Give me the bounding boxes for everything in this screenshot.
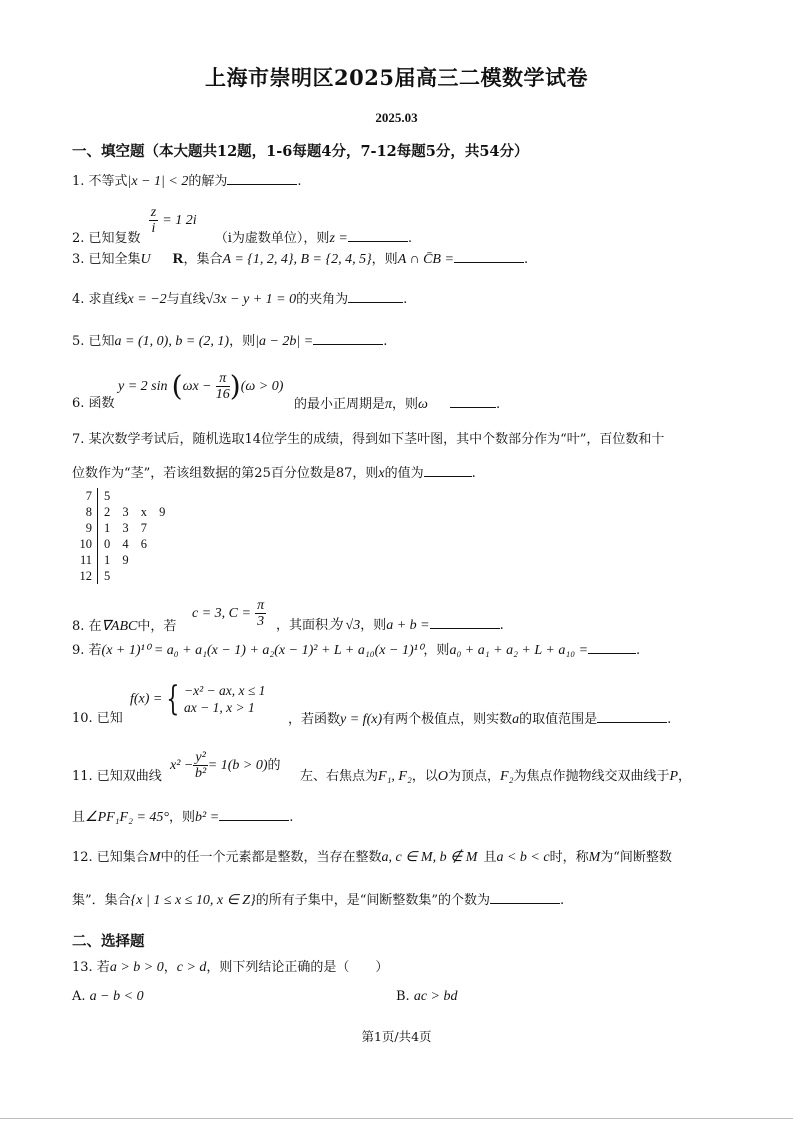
q11-P: P [669,769,679,784]
q6-function: y = 2 sin (ωx − $\frac{\pi}{16}$ )(ω > 0) [118,369,284,403]
stem-leaf-row [74,520,165,536]
q11-line2-a: 且 [72,810,86,825]
q13-suffix: ，则下列结论正确的是（ ） [206,960,389,975]
q11-text-f: ， [678,769,692,784]
q11-text-e: 为焦点作抛物线交双曲线于 [513,769,670,784]
bottom-divider [0,1118,793,1119]
q11-prefix: 11. 已知双曲线 [72,769,162,784]
q9-prefix: 9. 若 [72,643,102,658]
q8-area: 为 √3 [328,618,361,633]
question-7-line2: 位数作为“茎”，若该组数据的第25百分位数是87，则x的值为 . [72,466,476,481]
stem-leaf-row [74,568,165,584]
q12-line1-e: 为“间断整数 [600,850,672,865]
q10-tail: 的取值范围是 [519,712,598,727]
q12-M: M [148,850,161,865]
q4-mid: 与直线 [166,292,206,307]
q11-O: O [437,769,448,784]
q4-suffix: 的夹角为 [296,292,349,307]
stem: 8 [74,504,98,520]
q6-func-left: y = 2 sin [118,379,168,394]
leaves: 0 4 6 [104,537,147,551]
q10-f: f(x) = [130,691,163,707]
q7-x: x [378,466,385,481]
stem-leaf-row [74,552,165,568]
q6-fraction [216,371,230,402]
q2-frac-den: i [151,221,156,236]
q3-mid: ，集合 [183,252,223,267]
question-3: 3. 已知全集U R，集合A = {1, 2, 4}, B = {2, 4, 5}，则A ∩ C̄B = . [72,251,529,267]
q13-sep: ， [163,960,177,975]
answer-blank[interactable] [219,808,289,821]
leaves: 1 9 [104,553,129,567]
q9-then: ，则 [423,643,450,658]
q8-prefix: 8. 在 [72,619,102,634]
q4-line1: x = −2 [127,292,167,307]
answer-blank[interactable] [450,395,496,408]
question-12-line1 [72,849,672,867]
leaves: 1 3 7 [104,521,147,535]
q2-note: （i为虚数单位），则 [214,231,330,246]
option-text: ac > bd [413,989,458,1004]
q10-case-2: ax − 1, x > 1 [184,700,255,715]
page-title: 上海市崇明区2025届高三二模数学试卷 [205,65,588,90]
q10-piecewise: f(x) = { −x² − ax, x ≤ 1 ax − 1, x > 1 [130,679,266,719]
q5-expr: |a − 2b| = [255,334,314,349]
q8-frac-num: π [257,598,265,613]
q5-prefix: 5. 已知 [72,334,115,349]
q10-suffix: 有两个极值点，则实数 [382,712,513,727]
q6-frac-num: π [216,371,230,387]
q2-frac-num: z [150,205,157,220]
q13-option-b[interactable] [396,989,458,1005]
q12-line1-a: 12. 已知集合 [72,850,149,865]
q9-sum: a₀ + a₁ + a₂ + L + a₁₀ = [449,643,589,658]
q6-condition: (ω > 0) [240,379,284,394]
q3-prefix: 3. 已知全集 [72,252,141,267]
q12-M2: M [588,850,601,865]
answer-blank[interactable] [490,891,560,904]
q8-expr: a + b = [386,618,430,633]
q13-option-a[interactable] [72,989,144,1005]
q12-line2-b: 的所有子集中，是“间断整数集”的个数为 [255,893,490,908]
q11-rest: = 1(b > 0) [207,758,268,773]
q8-triangle: ∇ABC [101,619,138,634]
q8-condition: c = 3, C = [192,606,251,621]
q3-then: ，则 [371,252,398,267]
answer-blank[interactable] [348,229,408,242]
q5-vectors: a = (1, 0), b = (2, 1) [114,334,230,349]
q6-frac-den: 16 [215,387,230,402]
question-12-line2: 集”．集合{x | 1 ≤ x ≤ 10, x ∈ Z}的所有子集中，是“间断整数集”的个数为 . [72,893,565,908]
question-4: 4. 求直线x = −2与直线√3x − y + 1 = 0的夹角为 . [72,292,408,307]
q13-cond2: c > d [176,960,207,975]
stem-leaf-row [74,536,165,552]
stem-leaf-row [74,488,165,504]
q11-frac-num: y² [195,750,206,765]
answer-blank[interactable] [227,172,297,185]
q11-foci-label: 左、右焦点为 [300,769,379,784]
option-label: A. [72,989,86,1004]
answer-blank[interactable] [588,641,636,654]
leaves: 2 3 x 9 [104,505,166,519]
q2-prefix: 2. 已知复数 [72,231,141,246]
q12-line1-c: 且 [483,850,497,865]
question-7-line1: 7. 某次数学考试后，随机选取14位学生的成绩，得到如下茎叶图，其中个数部分作为“叶”，百位数和十 [72,432,665,447]
question-13 [72,959,388,977]
q12-line1-b: 中的任一个元素都是整数，当存在整数 [160,850,382,865]
q12-set: {x | 1 ≤ x ≤ 10, x ∈ Z} [130,893,256,908]
q8-area-prefix: ，其面积 [276,618,329,633]
section-choice: 二、选择题 [72,933,145,950]
q12-inequality: a < b < c [496,850,550,865]
stem: 10 [74,536,98,552]
q11-x2: x² − [170,758,194,773]
option-text: a − b < 0 [89,989,144,1004]
q11-F2: F₂ [500,769,514,784]
q12-line2-a: 集”．集合 [72,893,131,908]
q7-line2-text: 位数作为“茎”，若该组数据的第25百分位数是87，则 [72,466,379,481]
section-fill-in: 一、填空题（本大题共12题，1-6每题4分，7-12每题5分，共54分） [72,143,529,160]
page-footer: 第1页/共4页 [361,1029,432,1044]
answer-blank[interactable] [454,250,524,263]
stem-leaf-row [74,504,165,520]
q12-condition: a, c ∈ M, b ∉ M [381,850,478,865]
q11-b2: b² = [195,810,220,825]
leaves: 5 [104,489,111,503]
q4-line2: √3x − y + 1 = 0 [205,292,297,307]
stem: 11 [74,552,98,568]
q2-equation: = 1 2i [162,213,197,228]
q13-prefix: 13. 若 [72,960,110,975]
stem: 9 [74,520,98,536]
q9-expansion: (x + 1)¹⁰ = a₀ + a₁(x − 1) + a₂(x − 1)² + L + a₁₀(x − 1)¹⁰ [101,643,424,658]
stem: 12 [74,568,98,584]
q7-line2-suffix: 的值为 [384,466,424,481]
q11-frac-den: b² [194,766,207,781]
q4-prefix: 4. 求直线 [72,292,128,307]
q10-yf: y = f(x) [340,712,383,727]
option-label: B. [396,989,410,1004]
q8-mid: 中，若 [137,619,177,634]
q3-universal-set: U [140,252,151,267]
leaves: 5 [104,569,111,583]
q8-fraction [255,598,266,629]
exam-page: 上海市崇明区2025届高三二模数学试卷 2025.03 一、填空题（本大题共12题，1-6每题4分，7-12每题5分，共54分） 1. 不等式|x − 1| < 2的解为 . 2. 已知复数 $\frac{z}{i}$ = 1 2i （i为虚数单位），则z = . 3. 已知全集U R，集合A = {1, 2, 4}, B = {2, 4, 5}，则A ∩ C̄B = . 4. 求直线x = −2与直线√3x − y + 1 = 0的夹角为 . 5. 已知a = (1, 0), b = (2, 1)，则|a − 2b| = . 6. 函数 y = 2 sin (ωx − $\frac{\pi}{16}$ )(ω > 0) 的最小正周期是π，则ω . 7. 某次数学考试后，随机选取14位学生的成绩，得到如下茎叶图，其中个数部分作为“叶”，百位数和十 位数作为“茎”，若该组数据的第25百分位数是87，则x的值为 . 7 5 8 2 3 x 9 9 1 3 7 10 0 4 6 11 1 9 12 5 8. 在∇ABC中，若 c = 3, C = $\frac{\pi}{3}$ ，其面积为 √3，则a + b = . 9. 若(x + 1)¹⁰ = a₀ + a₁(x − 1) + a₂(x − 1)² + L + a₁₀(x − 1)¹⁰，则a₀ + a₁ + a₂ + L + a₁₀ = . 10. 已知 f(x) = { −x² − ax, x ≤ 1 ax − 1, x > 1 ，若函数y = f(x)有两个极值点，则实数a的取值范围是 . 11. 已知双曲线 x² − $\frac{\text{y²}}{\text{b²}}$ = 1(b > 0)的 左、右焦点为F₁, F₂，以O为顶点，F₂为焦点作抛物线交双曲线于P， 且∠PF₁F₂ = 45°，则b² = . 12. 已知集合M中的任一个元素都是整数，当存在整数a, c ∈ M, b ∉ M 且a < b < c时，称M为“间断整数 集”．集合{x | 1 ≤ x ≤ 10, x ∈ Z}的所有子集中，是“间断整数集”的个数为 . 二、选择题 13. 若a > b > 0，c > d，则下列结论正确的是（ ） A. a − b < 0 B. ac > bd 第1页/共4页 [0,0,793,1122]
q11-fraction [193,750,207,781]
question-11-line2: 且∠PF₁F₂ = 45°，则b² = . [72,810,294,825]
answer-blank[interactable] [430,616,500,629]
q11-angle: ∠PF₁F₂ = 45° [85,810,170,825]
q8-then: ，则 [360,618,387,633]
q10-case-1: −x² − ax, x ≤ 1 [184,683,266,698]
q11-hyperbola [170,750,281,781]
q8-frac-den: 3 [257,614,265,629]
stem-leaf-plot [74,488,165,584]
q6-mid: 的最小正周期是 [294,397,386,412]
q11-foci: F₁, F₂ [378,769,412,784]
q6-omega-term: ωx − [182,379,212,394]
q10-a: a [512,712,520,727]
answer-blank[interactable] [424,464,472,477]
q10-mid: ，若函数 [288,712,341,727]
q6-pi: π [385,397,393,412]
q1-suffix: 的解为 [188,174,228,189]
answer-blank[interactable] [313,332,383,345]
q13-cond1: a > b > 0 [109,960,164,975]
q3-real-set: R [172,251,184,267]
q11-de: 的 [267,758,281,773]
stem: 7 [74,488,98,504]
q2-fraction [149,205,158,236]
q12-line1-d: 时，称 [549,850,589,865]
q3-expr: A ∩ C̄B = [397,252,454,267]
q6-then: ，则 [392,397,419,412]
exam-date: 2025.03 [375,110,418,125]
question-2: 2. 已知复数 $\frac{z}{i}$ = 1 2i （i为虚数单位），则z = . [72,205,412,246]
q5-then: ，则 [229,334,256,349]
q11-text-c: ，以 [411,769,438,784]
q2-z: z = [329,231,348,246]
question-1: 1. 不等式|x − 1| < 2的解为 . [72,174,302,189]
question-5: 5. 已知a = (1, 0), b = (2, 1)，则|a − 2b| = . [72,334,388,349]
q3-sets: A = {1, 2, 4}, B = {2, 4, 5} [222,252,372,267]
q1-math: |x − 1| < 2 [127,174,189,189]
question-9: 9. 若(x + 1)¹⁰ = a₀ + a₁(x − 1) + a₂(x − 1)² + L + a₁₀(x − 1)¹⁰，则a₀ + a₁ + a₂ + L + a₁₀ = . [72,643,641,658]
q6-prefix: 6. 函数 [72,396,115,411]
answer-blank[interactable] [348,290,403,303]
q11-line2-b: ，则 [169,810,196,825]
answer-blank[interactable] [597,710,667,723]
q10-prefix: 10. 已知 [72,711,123,726]
q1-prefix: 1. 不等式 [72,174,128,189]
q6-omega: ω [418,397,428,412]
q11-text-d: 为顶点， [448,769,501,784]
